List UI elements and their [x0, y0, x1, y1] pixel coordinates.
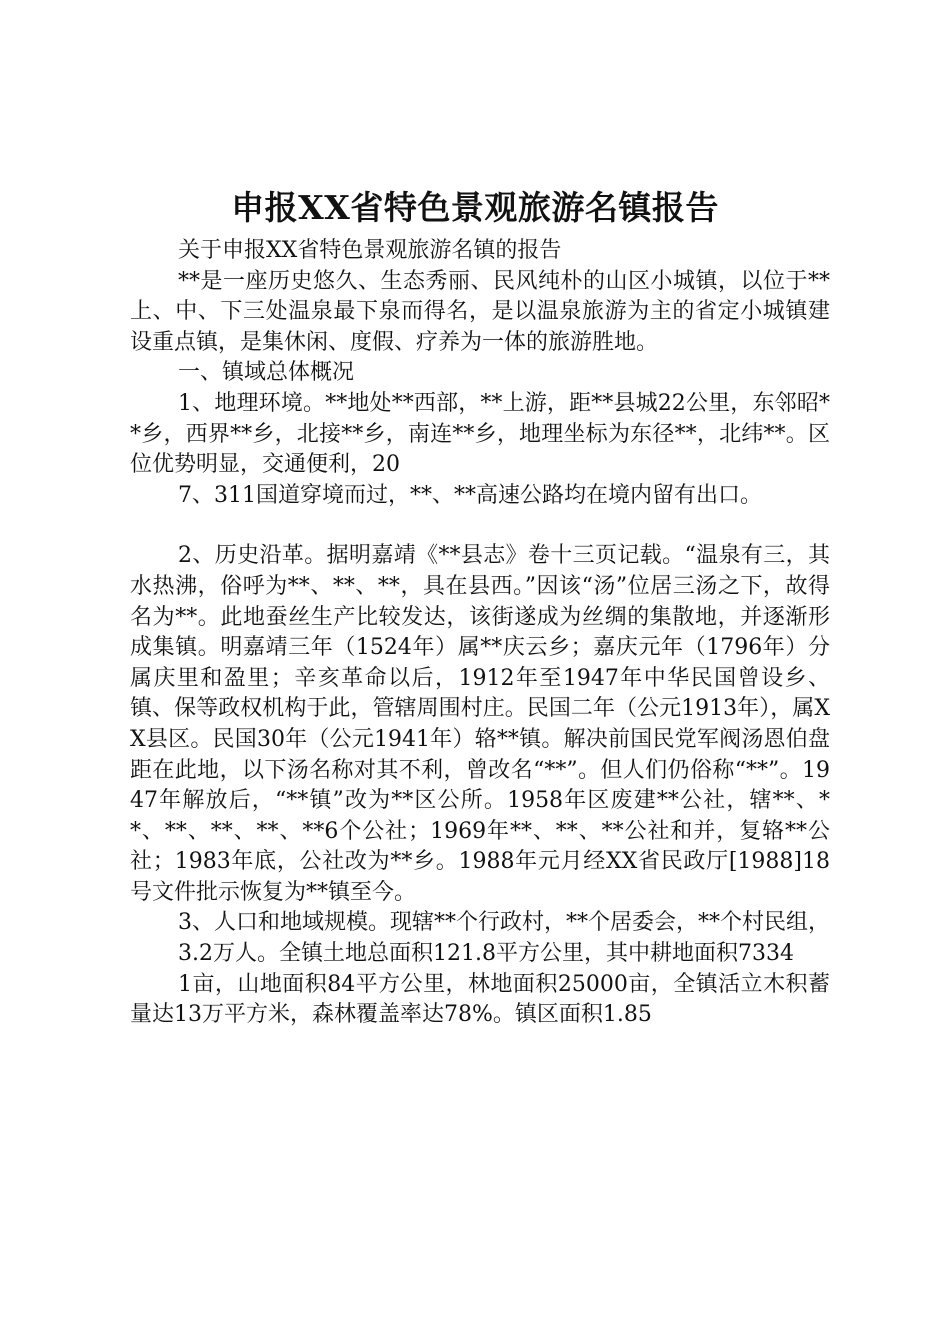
history-paragraph: 2、历史沿革。据明嘉靖《**县志》卷十三页记载。“温泉有三，其水热沸，俗呼为**、**、**，具在县西。”因该“汤”位居三汤之下，故得名为**。此地蚕丝生产比较发达，该街遂成为丝绸的集散地，并逐渐形成集镇。明嘉靖三年（1524年）属**庆云乡；嘉庆元年（1796年）分属庆里和盈里；辛亥革命以后，1912年至1947年中华民国曾设乡、镇、保等政权机构于此，管辖周围村庄。民国二年（公元1913年），属XX县区。民国30年（公元1941年）辂**镇。解决前国民党军阀汤恩伯盘距在此地，以下汤名称对其不利，曾改名“**”。但人们仍俗称“**”。1947年解放后，“**镇”改为**区公所。1958年区废建**公社，辖**、**、**、**、**、**6个公社；1969年**、**、**公社和并，复辂**公社；1983年底，公社改为**乡。1988年元月经XX省民政厅[1988]18号文件批示恢复为**镇至今。	[130, 543, 830, 905]
document-title: 申报XX省特色景观旅游名镇报告	[231, 188, 719, 227]
area-paragraph: 3.2万人。全镇土地总面积121.8平方公里，其中耕地面积7334	[178, 941, 794, 967]
geography-paragraph: 1、地理环境。**地处**西部，**上游，距**县城22公里，东邻昭**乡，西界**乡，北接**乡，南连**乡，地理坐标为东径**，北纬**。区位优势明显，交通便利，20	[130, 390, 830, 478]
highway-paragraph: 7、311国道穿境而过，**、**高速公路均在境内留有出口。	[178, 482, 762, 508]
report-subtitle-paragraph: 关于申报XX省特色景观旅游名镇的报告	[178, 238, 562, 263]
document-body	[130, 236, 830, 1031]
land-use-paragraph: 1亩，山地面积84平方公里，林地面积25000亩，全镇活立木积蓄量达13万平方米，森林覆盖率达78%。镇区面积1.85	[130, 971, 830, 1028]
intro-paragraph: **是一座历史悠久、生态秀丽、民风纯朴的山区小城镇，以位于**上、中、下三处温泉最下泉而得名，是以温泉旅游为主的省定小城镇建设重点镇，是集休闲、度假、疗养为一体的旅游胜地。	[130, 268, 830, 355]
population-paragraph: 3、人口和地域规模。现辖**个行政村，**个居委会，**个村民组，	[178, 910, 830, 936]
section-heading-overview: 一、镇域总体概况	[178, 360, 355, 386]
